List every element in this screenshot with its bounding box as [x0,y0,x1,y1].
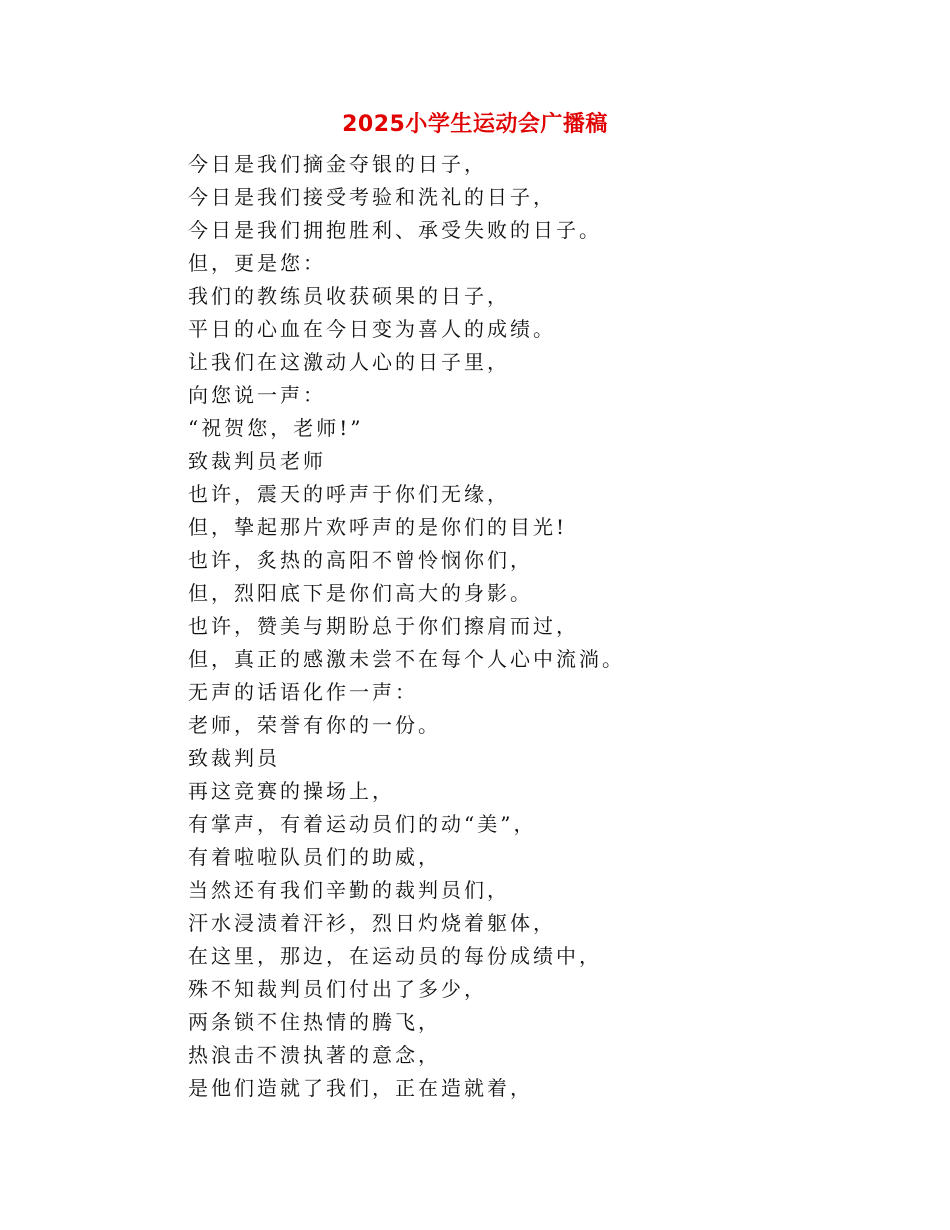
text-line: 在这里，那边，在运动员的每份成绩中， [188,944,602,968]
text-line: 但，更是您： [188,251,326,275]
text-line: 是他们造就了我们，正在造就着， [188,1076,533,1100]
text-line: 但，真正的感激未尝不在每个人心中流淌。 [188,647,625,671]
text-line: 也许，炙热的高阳不曾怜悯你们， [188,548,533,572]
text-line: 但，挚起那片欢呼声的是你们的目光! [188,515,568,539]
text-line: 汗水浸渍着汗衫，烈日灼烧着躯体， [188,911,556,935]
section-heading: 致裁判员老师 [188,449,326,473]
text-line: 热浪击不溃执著的意念， [188,1043,441,1067]
text-line: 当然还有我们辛勤的裁判员们， [188,878,510,902]
text-line: 我们的教练员收获硕果的日子， [188,284,510,308]
section-heading: 致裁判员 [188,746,280,770]
text-line: 今日是我们接受考验和洗礼的日子， [188,185,556,209]
text-line: 有着啦啦队员们的助威， [188,845,441,869]
text-line: 也许，赞美与期盼总于你们擦肩而过， [188,614,579,638]
text-line: 今日是我们摘金夺银的日子， [188,152,487,176]
text-line: 向您说一声： [188,383,326,407]
text-line: 让我们在这激动人心的日子里， [188,350,510,374]
text-line: 殊不知裁判员们付出了多少， [188,977,487,1001]
text-line: 平日的心血在今日变为喜人的成绩。 [188,317,556,341]
text-line: 但，烈阳底下是你们高大的身影。 [188,581,533,605]
text-line: “祝贺您，老师!” [188,416,364,440]
document-title: 2025小学生运动会广播稿 [342,112,608,137]
text-line: 今日是我们拥抱胜利、承受失败的日子。 [188,218,602,242]
text-line: 也许，震天的呼声于你们无缘， [188,482,510,506]
text-line: 有掌声，有着运动员们的动“美”， [188,812,537,836]
text-line: 再这竞赛的操场上， [188,779,395,803]
document-body [188,148,888,1105]
text-line: 老师，荣誉有你的一份。 [188,713,441,737]
text-line: 两条锁不住热情的腾飞， [188,1010,441,1034]
text-line: 无声的话语化作一声： [188,680,418,704]
